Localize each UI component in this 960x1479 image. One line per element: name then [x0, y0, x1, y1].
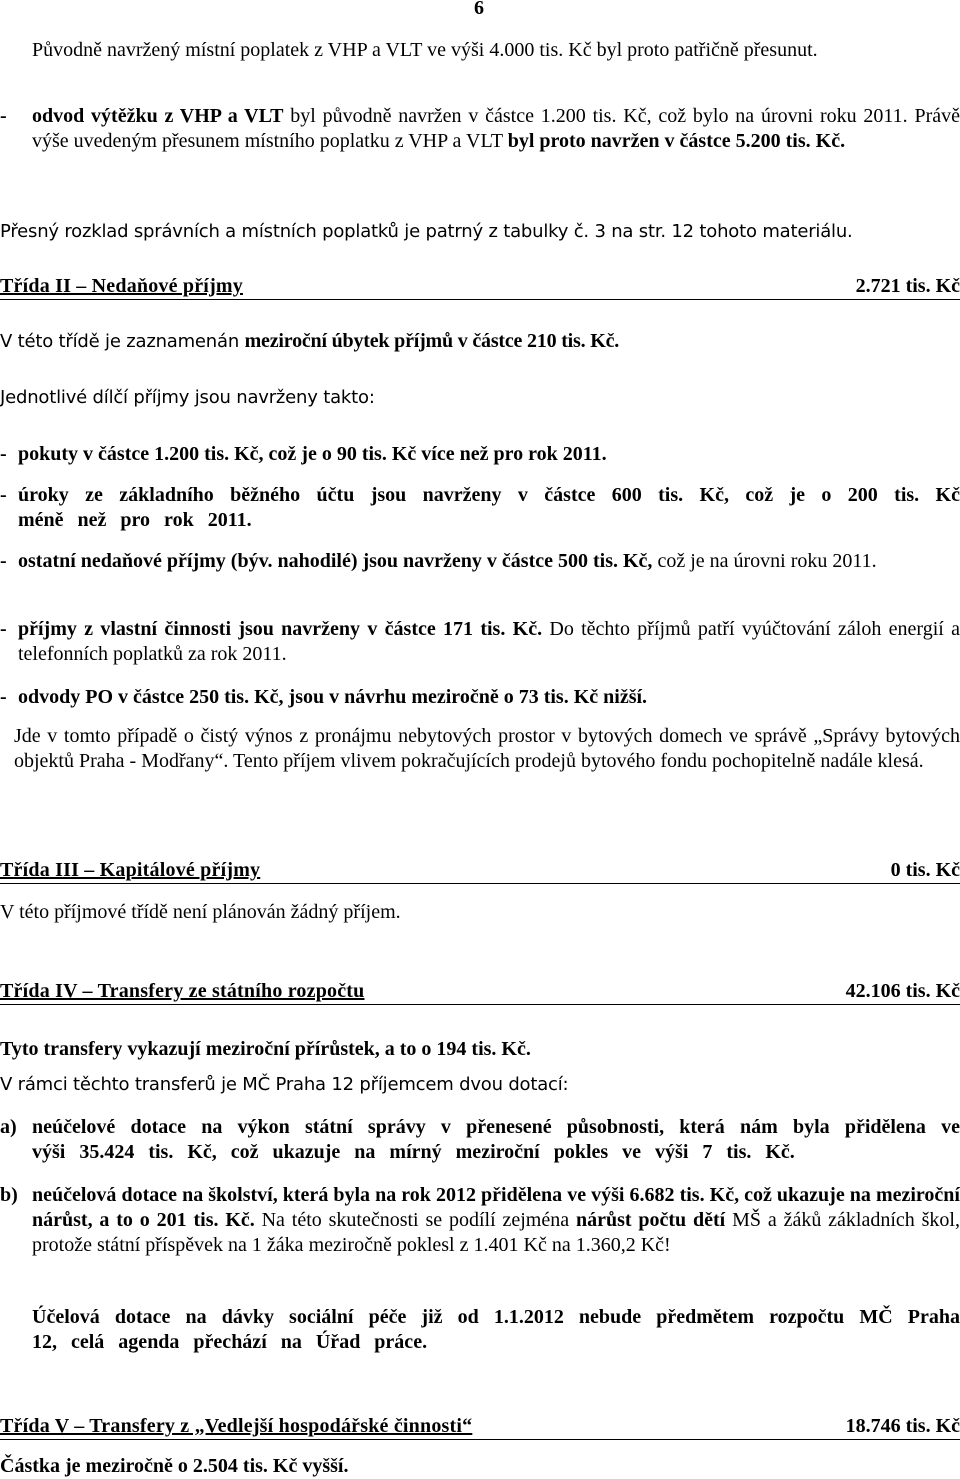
trida4-item-b: b) neúčelová dotace na školství, která byla na rok 2012 přidělena ve výši 6.682 tis. Kč, což ukazuje na meziroční nárůst, a to o 201 tis. Kč. Na této skutečnosti se podílí zejména nárůst počtu dětí MŠ a žáků základních škol, protože státní příspěvek na 1 žáka meziročně poklesl z 1.401 Kč na 1.360,2 Kč!: [0, 1184, 960, 1256]
trida3-heading: [0, 857, 960, 884]
trida5-amount: 18.746 tis. Kč: [845, 1415, 960, 1437]
trida2-title: Třída II – Nedaňové příjmy: [0, 275, 243, 297]
rozklad-paragraph: Přesný rozklad správních a místních poplatků je patrný z tabulky č. 3 na str. 12 tohoto materiálu.: [0, 221, 853, 242]
trida2-item-pokuty: - pokuty v částce 1.200 tis. Kč, což je o 90 tis. Kč více než pro rok 2011.: [0, 443, 607, 465]
trida4-heading: [0, 978, 960, 1005]
trida2-note: Jde v tomto případě o čistý výnos z pronájmu nebytových prostor v bytových domech ve správě „Správy bytových objektů Praha - Modřany“. Tento příjem vlivem pokračujících prodejů bytového fondu pochopitelně nadále klesá.: [14, 725, 960, 772]
trida2-heading: [0, 273, 960, 300]
trida4-lead: V rámci těchto transferů je MČ Praha 12 příjemcem dvou dotací:: [0, 1074, 569, 1095]
trida2-item-ostatni: - ostatní nedaňové příjmy (býv. nahodilé) jsou navrženy v částce 500 tis. Kč, což je na úrovni roku 2011.: [0, 550, 877, 572]
trida4-amount: 42.106 tis. Kč: [845, 980, 960, 1002]
trida4-summary: Tyto transfery vykazují meziroční přírůstek, a to o 194 tis. Kč.: [0, 1038, 531, 1060]
trida5-heading: [0, 1413, 960, 1440]
trida2-summary: V této třídě je zaznamenán meziroční úbytek příjmů v částce 210 tis. Kč.: [0, 330, 620, 352]
odvod-item: [0, 104, 960, 154]
trida3-title: Třída III – Kapitálové příjmy: [0, 859, 261, 881]
trida3-amount: 0 tis. Kč: [890, 859, 960, 881]
dash-marker: -: [0, 105, 7, 127]
trida4-title: Třída IV – Transfery ze státního rozpočtu: [0, 980, 365, 1002]
trida3-text: V této příjmové třídě není plánován žádný příjem.: [0, 901, 401, 923]
trida2-lead: Jednotlivé dílčí příjmy jsou navrženy takto:: [0, 387, 375, 408]
intro-text: Původně navržený místní poplatek z VHP a VLT ve výši 4.000 tis. Kč byl proto patřičně přesunut.: [32, 39, 818, 61]
trida2-item-uroky: - úroky ze základního běžného účtu jsou navrženy v částce 600 tis. Kč, což je o 200 tis. Kč méně než pro rok 2011.: [0, 484, 960, 531]
ucelova-dotace: Účelová dotace na dávky sociální péče již od 1.1.2012 nebude předmětem rozpočtu MČ Praha 12, celá agenda přechází na Úřad práce.: [32, 1306, 960, 1353]
intro-paragraph: [32, 38, 960, 63]
trida2-item-odvody: - odvody PO v částce 250 tis. Kč, jsou v návrhu meziročně o 73 tis. Kč nižší.: [0, 686, 648, 708]
trida5-summary: Částka je meziročně o 2.504 tis. Kč vyšší.: [0, 1455, 349, 1477]
page-number: 6: [474, 0, 484, 19]
trida2-item-vlastni: - příjmy z vlastní činnosti jsou navrženy v částce 171 tis. Kč. Do těchto příjmů patří vyúčtování záloh energií a telefonních poplatků za rok 2011.: [0, 618, 960, 665]
trida5-title: Třída V – Transfery z „Vedlejší hospodářské činnosti“: [0, 1415, 473, 1437]
trida4-item-a: a) neúčelové dotace na výkon státní správy v přenesené působnosti, která nám byla přidělena ve výši 35.424 tis. Kč, což ukazuje na mírný meziroční pokles ve výši 7 tis. Kč.: [0, 1116, 960, 1163]
odvod-text: odvod výtěžku z VHP a VLT byl původně navržen v částce 1.200 tis. Kč, což bylo na úrovni roku 2011. Právě výše uvedeným přesunem místního poplatku z VHP a VLT byl proto navržen v částce 5.200 tis. Kč.: [32, 105, 960, 152]
trida2-amount: 2.721 tis. Kč: [855, 275, 960, 297]
